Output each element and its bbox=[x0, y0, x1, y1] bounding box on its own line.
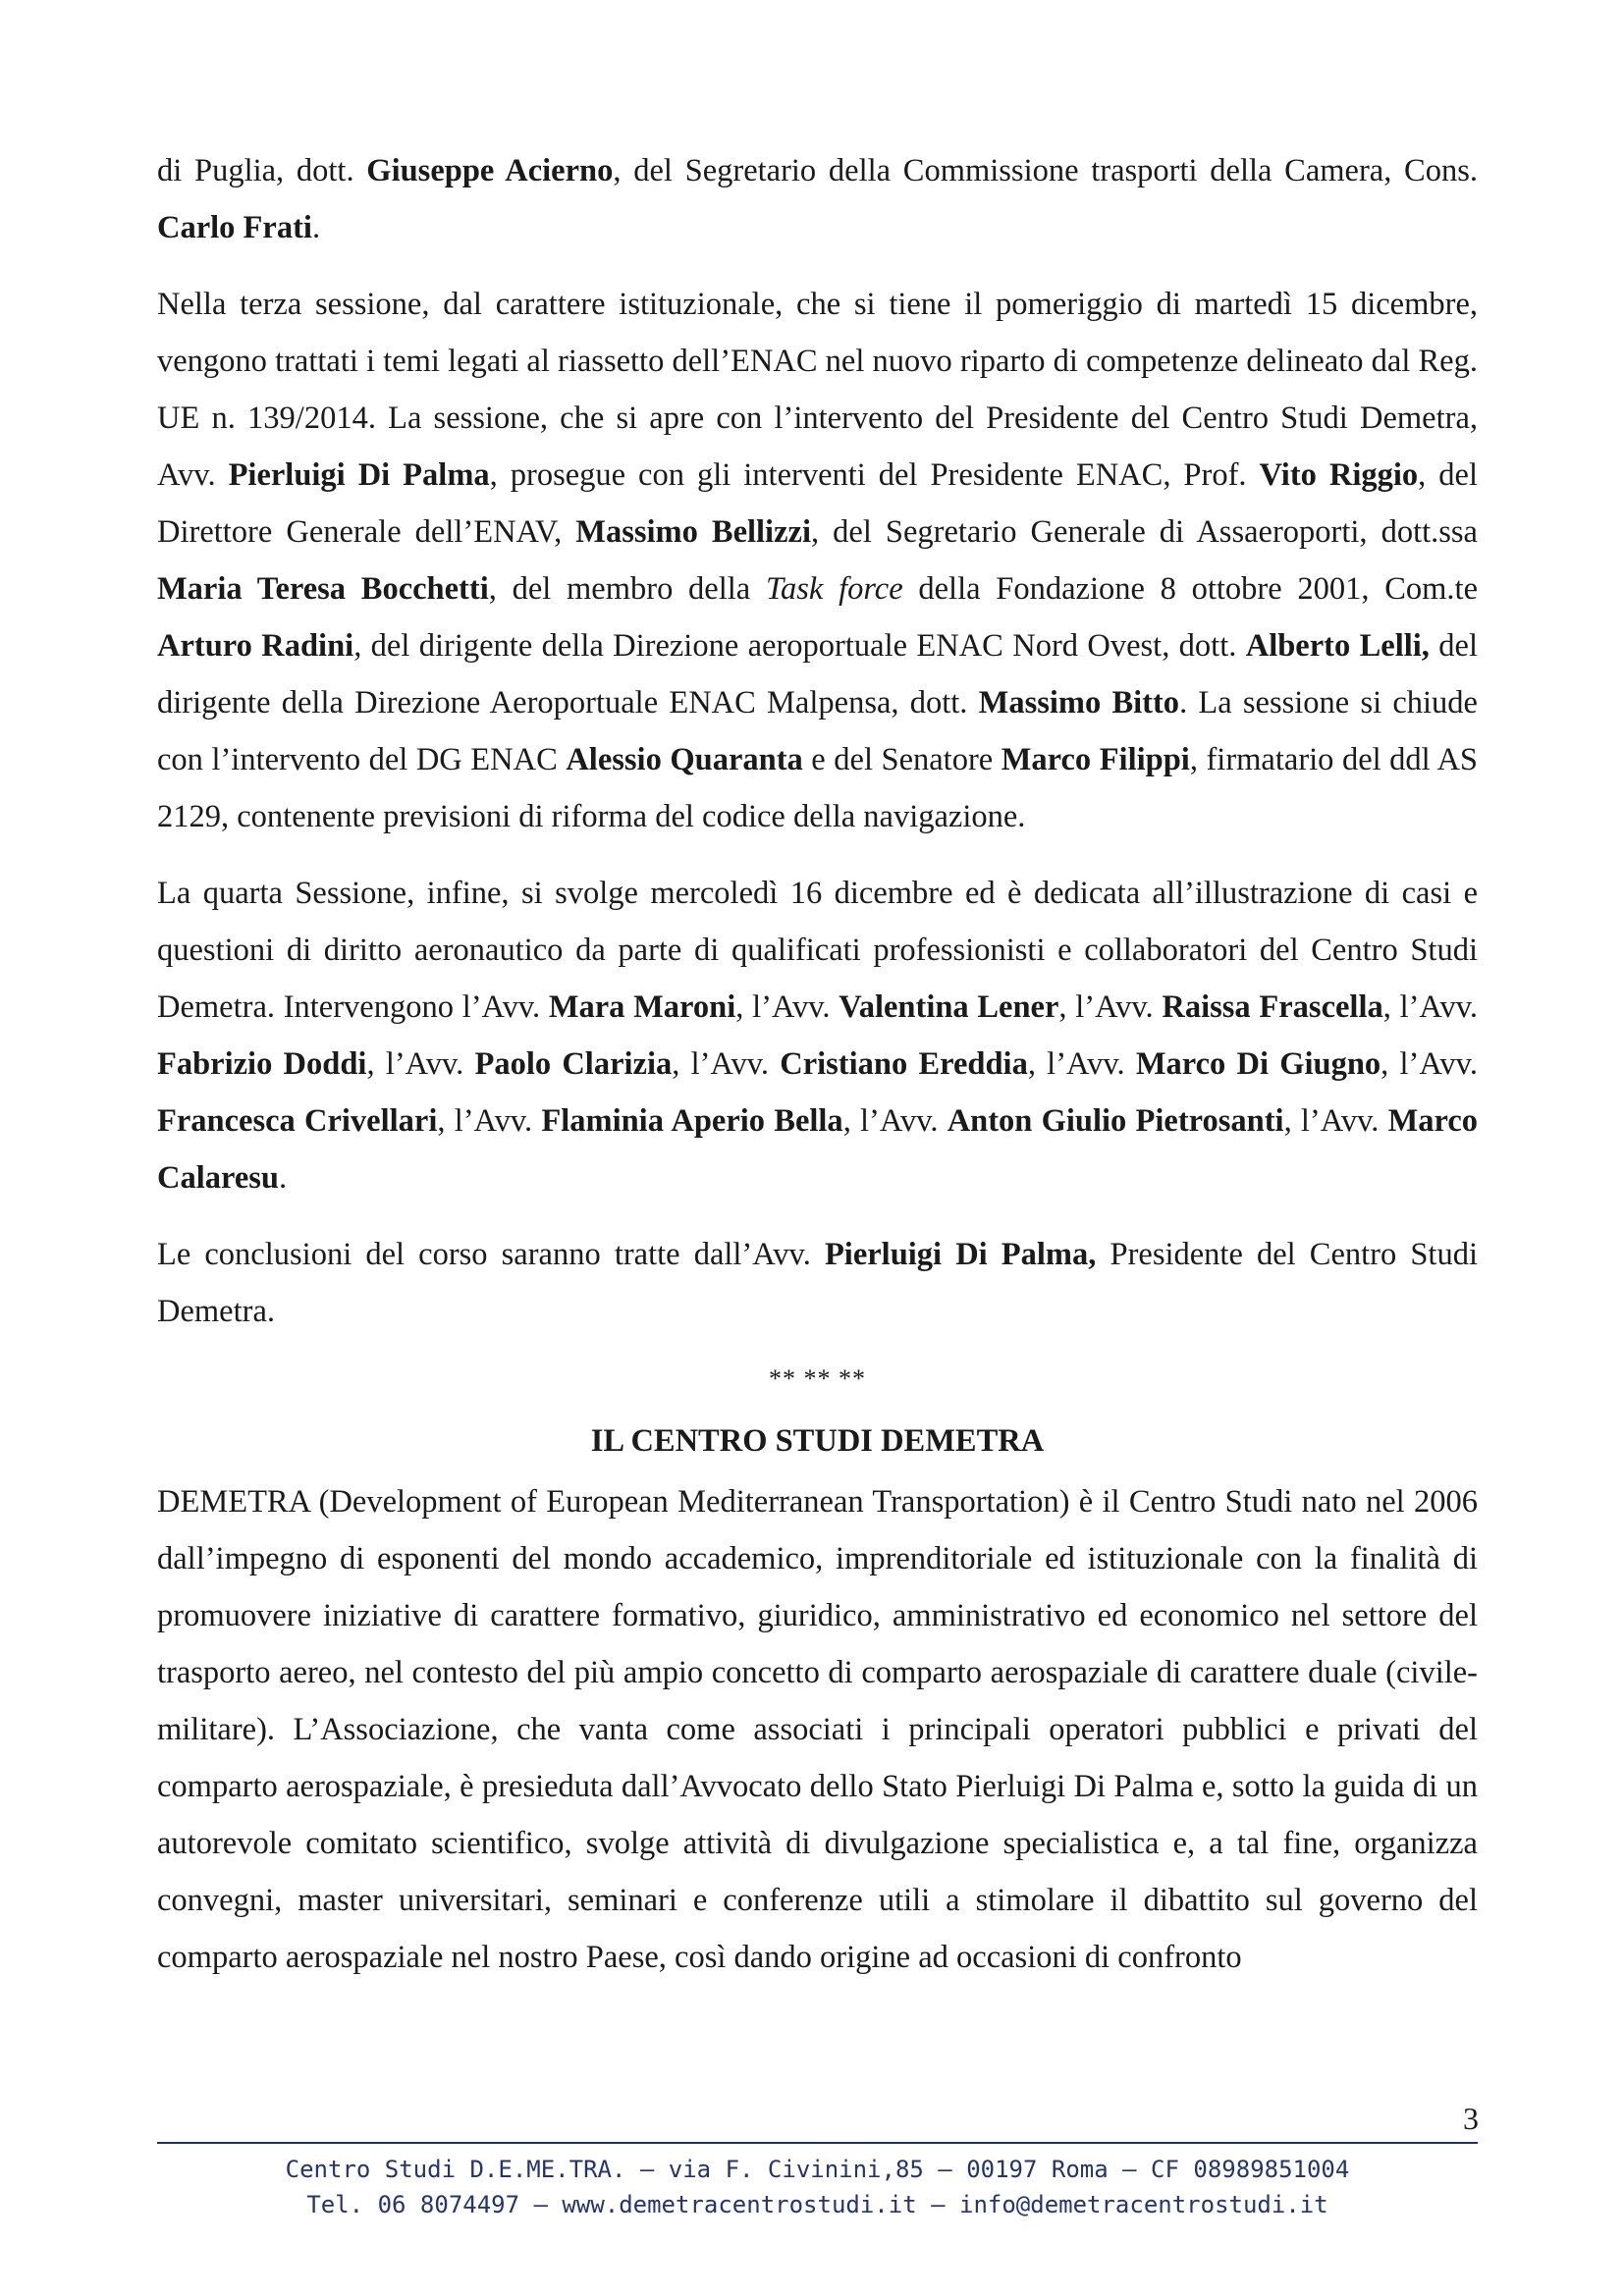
bold-name: Arturo Radini bbox=[157, 628, 354, 664]
page-number: 3 bbox=[1463, 2101, 1479, 2136]
bold-name: Raissa Frascella bbox=[1162, 989, 1383, 1025]
text-run: , l’Avv. bbox=[1058, 989, 1163, 1025]
text-run: , l’Avv. bbox=[1027, 1046, 1136, 1082]
bold-name: Valentina Lener bbox=[839, 989, 1059, 1025]
footer-rule bbox=[157, 2142, 1478, 2144]
bold-name: Carlo Frati bbox=[157, 210, 312, 245]
text-run: . bbox=[279, 1160, 288, 1196]
bold-name: Paolo Clarizia bbox=[474, 1046, 673, 1082]
section-title: IL CENTRO STUDI DEMETRA bbox=[590, 1423, 1045, 1459]
text-run: La quarta Sessione, infine, si svolge mercoledì 16 dicembre ed è dedicata all’illustrazione di casi e questioni di diritto aeronautico da parte di qualificati professionisti e collaboratori del Centro Studi Demetra. Intervengono l’Avv. bbox=[157, 876, 1478, 1025]
italic-term: Task force bbox=[765, 571, 903, 607]
page-footer bbox=[157, 2152, 1478, 2222]
paragraph-3 bbox=[157, 865, 1478, 1206]
bold-name: Pierluigi Di Palma bbox=[228, 457, 490, 493]
text-run: , l’Avv. bbox=[366, 1046, 475, 1082]
section-separator: ** ** ** bbox=[769, 1364, 866, 1393]
text-run: , del membro della bbox=[488, 571, 766, 607]
text-run: Nella terza sessione, dal carattere istituzionale, che si tiene il pomeriggio di martedì 15 dicembre, vengono trattati i temi legati al riassetto dell’ENAC nel nuovo riparto di competenze delineato dal Reg. UE n. 139/2014. La sessione, che si apre con l’intervento del Presidente del Centro Studi Demetra, Avv. bbox=[157, 287, 1478, 493]
text-run: del dirigente della Direzione Aeroportuale ENAC Malpensa, dott. bbox=[157, 628, 1478, 721]
text-run: , l’Avv. bbox=[672, 1046, 781, 1082]
page-body bbox=[157, 142, 1478, 2005]
text-run: , del Segretario Generale di Assaeroporti, dott.ssa bbox=[810, 514, 1478, 550]
bold-name: Massimo Bitto bbox=[978, 685, 1180, 721]
text-run: , firmatario del ddl AS 2129, contenente previsioni di riforma del codice della navigazione. bbox=[157, 742, 1478, 834]
text-run: . La sessione si chiude con l’intervento del DG ENAC bbox=[157, 685, 1478, 777]
paragraph-2 bbox=[157, 276, 1478, 845]
bold-name: Mara Maroni bbox=[548, 989, 736, 1025]
paragraph-4 bbox=[157, 1226, 1478, 1340]
text-run: , l’Avv. bbox=[735, 989, 839, 1025]
text-run: . bbox=[311, 210, 321, 245]
text-run: , del Direttore Generale dell’ENAV, bbox=[157, 457, 1478, 550]
bold-name: Flaminia Aperio Bella bbox=[541, 1103, 843, 1139]
bold-name: Fabrizio Doddi bbox=[157, 1046, 367, 1082]
footer-contact-line: Tel. 06 8074497 – www.demetracentrostudi.it – info@demetracentrostudi.it bbox=[306, 2191, 1328, 2218]
bold-name: Pierluigi Di Palma, bbox=[824, 1237, 1097, 1272]
bold-name: Anton Giulio Pietrosanti bbox=[947, 1103, 1284, 1139]
bold-name: Massimo Bellizzi bbox=[575, 514, 811, 550]
text-run: e del Senatore bbox=[802, 742, 1001, 777]
text-run: della Fondazione 8 ottobre 2001, Com.te bbox=[902, 571, 1479, 607]
bold-name: Alessio Quaranta bbox=[566, 742, 803, 777]
text-run: , del Segretario della Commissione trasporti della Camera, Cons. bbox=[613, 153, 1478, 188]
text-run: Le conclusioni del corso saranno tratte dall’Avv. bbox=[157, 1237, 825, 1272]
bold-name: Maria Teresa Bocchetti bbox=[157, 571, 489, 607]
text-run: , l’Avv. bbox=[842, 1103, 947, 1139]
bold-name: Cristiano Ereddia bbox=[780, 1046, 1028, 1082]
text-run: , l’Avv. bbox=[437, 1103, 542, 1139]
bold-name: Francesca Crivellari bbox=[157, 1103, 438, 1139]
text-run: , l’Avv. bbox=[1283, 1103, 1388, 1139]
bold-name: Alberto Lelli, bbox=[1245, 628, 1430, 664]
footer-address-line: Centro Studi D.E.ME.TRA. – via F. Civinini,85 – 00197 Roma – CF 08989851004 bbox=[285, 2156, 1350, 2183]
paragraph-1 bbox=[157, 142, 1478, 256]
paragraph-5: DEMETRA (Development of European Mediterranean Transportation) è il Centro Studi nato nel 2006 dall’impegno di esponenti del mondo accademico, imprenditoriale ed istituzionale con la finalità di promuovere iniziative di carattere formativo, giuridico, amministrativo ed economico nel settore del trasporto aereo, nel contesto del più ampio concetto di comparto aerospaziale di carattere duale (civile-militare). L’Associazione, che vanta come associati i principali operatori pubblici e privati del comparto aerospaziale, è presieduta dall’Avvocato dello Stato Pierluigi Di Palma e, sotto la guida di un autorevole comitato scientifico, svolge attività di divulgazione specialistica e, a tal fine, organizza convegni, master universitari, seminari e conferenze utili a stimolare il dibattito sul governo del comparto aerospaziale nel nostro Paese, così dando origine ad occasioni di confronto bbox=[157, 1484, 1478, 1975]
text-run: , l’Avv. bbox=[1380, 1046, 1478, 1082]
bold-name: Marco Calaresu bbox=[157, 1103, 1479, 1196]
text-run: , prosegue con gli interventi del Presidente ENAC, Prof. bbox=[489, 457, 1260, 493]
text-run: di Puglia, dott. bbox=[157, 153, 367, 188]
bold-name: Giuseppe Acierno bbox=[366, 153, 614, 188]
bold-name: Marco Filippi bbox=[1001, 742, 1190, 777]
text-run: , del dirigente della Direzione aeroportuale ENAC Nord Ovest, dott. bbox=[353, 628, 1246, 664]
text-run: , l’Avv. bbox=[1382, 989, 1478, 1025]
bold-name: Marco Di Giugno bbox=[1135, 1046, 1381, 1082]
bold-name: Vito Riggio bbox=[1259, 457, 1419, 493]
text-run: Presidente del Centro Studi Demetra. bbox=[157, 1237, 1478, 1329]
